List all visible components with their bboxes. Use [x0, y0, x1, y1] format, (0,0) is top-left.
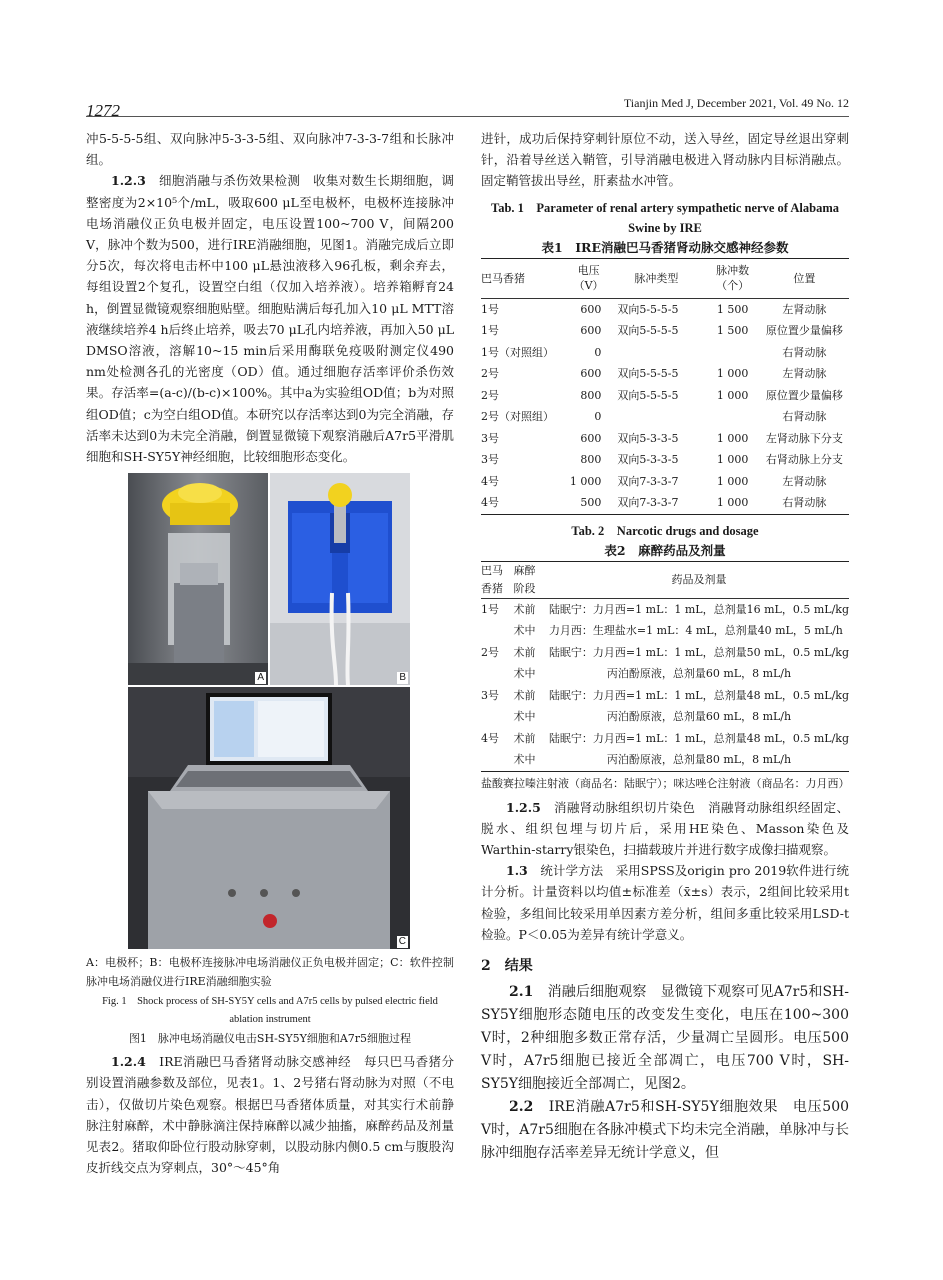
table-cell: 800 — [580, 453, 602, 467]
section-2-heading: 2 结果 — [481, 958, 533, 975]
journal-info: Tianjin Med J, December 2021, Vol. 49 No. 12 — [623, 96, 849, 110]
table-cell: 陆眠宁：力月西=1 mL：1 mL，总剂量48 mL，0.5 mL/kg — [548, 731, 849, 745]
table-cell: 1 500 — [716, 324, 749, 338]
table-cell: 1号 — [481, 602, 499, 616]
section-title: IRE消融巴马香猪肾动脉交感神经 — [159, 1054, 352, 1070]
table-cell: 左肾动脉 — [782, 474, 827, 488]
table-cell: 陆眠宁：力月西=1 mL：1 mL，总剂量48 mL，0.5 mL/kg — [548, 688, 849, 702]
table-cell: 1号（对照组） — [481, 345, 554, 359]
table-cell: 800 — [580, 388, 602, 402]
table-cell: 右肾动脉 — [782, 496, 827, 510]
col-header-position: 位置 — [760, 258, 849, 298]
table-cell: 2号 — [481, 645, 499, 659]
table-cell: 4号 — [481, 496, 499, 510]
figure-caption-cn: 图1 脉冲电场消融仪电击SH-SY5Y细胞和A7r5细胞过程 — [128, 1032, 412, 1046]
panel-label-c: C — [398, 936, 406, 948]
table-cell: 1 000 — [716, 496, 749, 510]
table-row — [481, 728, 849, 750]
table-1-title-cn: 表1 IRE消融巴马香猪肾动脉交感神经参数 — [541, 239, 789, 255]
table-cell: 2号（对照组） — [481, 410, 554, 424]
table-cell: 丙泊酚原液，总剂量60 mL，8 mL/h — [606, 710, 792, 724]
table-cell: 2号 — [481, 388, 499, 402]
table-cell: 原位置少量偏移 — [765, 388, 843, 402]
table-row — [481, 406, 849, 428]
table-cell: 4号 — [481, 474, 499, 488]
table-cell: 术前 — [513, 688, 536, 702]
electrode-holder-illustration — [270, 473, 410, 685]
section-title: 消融肾动脉组织切片染色 — [553, 799, 696, 815]
table-cell: 1号 — [481, 302, 499, 316]
table-row — [481, 620, 849, 642]
table-2-title-cn: 表2 麻醉药品及剂量 — [604, 542, 726, 558]
table-cell — [607, 406, 705, 428]
table-cell: 术中 — [513, 710, 536, 724]
paragraph-continuation: 进针，成功后保持穿刺针原位不动，送入导丝，固定导丝退出穿刺针，沿着导丝送入鞘管，引导消融电极进入肾动脉内目标消融点。固定鞘管拔出导丝，肝素盐水冲管。 — [481, 131, 849, 189]
col-header-stage: 麻醉 阶段 — [513, 561, 548, 598]
table-cell: 术中 — [513, 667, 536, 681]
ablation-instrument-illustration — [128, 687, 410, 949]
section-body: 电压500 V时，A7r5细胞在各脉冲模式下均未完全消融，单脉冲与长脉冲细胞存活率差异无统计学意义，但 — [481, 1099, 850, 1162]
table-row — [481, 320, 849, 342]
table-2 — [481, 561, 849, 772]
col-header-pulse-type: 脉冲类型 — [607, 258, 705, 298]
table-cell: 1 000 — [716, 388, 749, 402]
table-cell — [481, 620, 513, 642]
table-cell: 双向5-3-3-5 — [617, 431, 679, 445]
photo-electrode-cup — [128, 473, 268, 685]
table-cell: 陆眠宁：力月西=1 mL：1 mL，总剂量50 mL，0.5 mL/kg — [548, 645, 849, 659]
table-cell: 4号 — [481, 731, 499, 745]
table-cell: 1 000 — [716, 474, 749, 488]
table-cell — [705, 406, 759, 428]
section-title: 统计学方法 — [540, 863, 604, 879]
table-2-title-en: Tab. 2 Narcotic drugs and dosage — [571, 523, 759, 538]
electrode-cup-illustration — [128, 473, 268, 685]
table-row — [481, 428, 849, 450]
panel-label-a: A — [257, 672, 264, 684]
panel-label-b: B — [399, 672, 406, 684]
table-row — [481, 363, 849, 385]
section-number: 1.2.4 — [111, 1054, 146, 1070]
table-cell: 0 — [594, 345, 602, 359]
table-cell: 2号 — [481, 367, 499, 381]
col-header-pulse-count: 脉冲数 （个） — [705, 258, 759, 298]
col-header-pig: 巴马香猪 — [481, 258, 570, 298]
table-row — [481, 492, 849, 514]
table-cell: 术前 — [513, 602, 536, 616]
table-cell: 1 000 — [716, 431, 749, 445]
table-cell: 500 — [580, 496, 602, 510]
table-row — [481, 598, 849, 620]
table-1 — [481, 258, 849, 515]
figure-note: A：电极杯；B：电极杯连接脉冲电场消融仪正负电极并固定；C：软件控制脉冲电场消融仪进行IRE消融细胞实验 — [86, 956, 454, 989]
table-row — [481, 749, 849, 771]
table-cell: 1 000 — [716, 367, 749, 381]
table-header-row — [481, 258, 849, 298]
section-body: 显微镜下观察可见A7r5和SH-SY5Y细胞形态随电压的改变发生变化，电压在100~300 V时，2种细胞多数正常存活，少量凋亡呈圆形。电压500 V时，A7r5细胞已接近全部凋亡，电压700 V时，SH-SY5Y细胞接近全部凋亡，见图2。 — [481, 984, 849, 1093]
table-cell: 左肾动脉 — [782, 302, 827, 316]
table-row — [481, 449, 849, 471]
table-cell: 右肾动脉上分支 — [765, 453, 843, 467]
photo-electrode-holder — [270, 473, 410, 685]
table-cell: 1 500 — [716, 302, 749, 316]
table-cell: 双向5-5-5-5 — [617, 302, 679, 316]
table-row — [481, 471, 849, 493]
table-row — [481, 342, 849, 364]
paragraph-continuation: 冲5-5-5-5组、双向脉冲5-3-3-5组、双向脉冲7-3-3-7组和长脉冲组。 — [86, 131, 454, 168]
table-cell — [481, 749, 513, 771]
section-body: 收集对数生长期细胞，调整密度为2×10⁵个/mL，吸取600 μL至电极杯，电极杯连接脉冲电场消融仪正负电极并固定，电压设置100~700 V，间隔200 V，脉冲个数为500，进行IRE消融细胞，见图1。消融完成后立即分5次，每次将电击杯中100 μL悬浊液移入96孔板，剩余弃去，每组设置2个复孔，设置空白组（仅加入培养液）。培养箱孵育24 h，倒置显微镜观察细胞贴壁。细胞贴满后每孔加入10 μL MTT溶液继续培养4 h后终止培养，吸去70 μL孔内培养液，再加入50 μL DMSO溶液，溶解10~15 min后采用酶联免疫吸附测定仪490 nm处检测各孔的光密度（OD）值。通过细胞存活率评价杀伤效果。存活率=(a-c)/(b-c)×100%。其中a为实验组OD值；b为对照组OD值；c为空白组OD值。本研究以存活率达到0为完全消融，存活率未达到0为未完全消融，倒置显微镜下观察消融后A7r5平滑肌细胞和SH-SY5Y神经细胞，比较细胞形态变化。 — [86, 173, 454, 465]
section-number: 2.1 — [509, 984, 534, 1001]
table-cell: 3号 — [481, 688, 499, 702]
table-row — [481, 685, 849, 707]
figure-1 — [128, 473, 410, 949]
table-cell — [481, 706, 513, 728]
section-number: 2.2 — [509, 1099, 534, 1116]
header-rule — [86, 116, 849, 117]
table-cell: 600 — [580, 324, 602, 338]
table-2-note: 盐酸赛拉嗪注射液（商品名：陆眠宁）；咪达唑仑注射液（商品名：力月西） — [481, 776, 850, 790]
table-cell — [705, 342, 759, 364]
section-body: 消融肾动脉组织经固定、脱水、组织包埋与切片后，采用HE染色、Masson染色及Warthin-starry银染色，扫描载玻片并进行数字成像扫描观察。 — [481, 799, 849, 858]
table-cell — [481, 663, 513, 685]
table-cell: 3号 — [481, 431, 499, 445]
section-number: 1.3 — [506, 863, 528, 879]
table-cell: 600 — [580, 367, 602, 381]
section-2-2 — [481, 1096, 849, 1165]
table-cell: 3号 — [481, 453, 499, 467]
table-row — [481, 298, 849, 320]
table-header-row — [481, 561, 849, 598]
table-1-title-en: Tab. 1 Parameter of renal artery sympathetic nerve of Alabama Swine by IRE — [491, 200, 839, 235]
table-cell: 双向7-3-3-7 — [617, 474, 679, 488]
page-number: 1272 — [86, 101, 120, 120]
table-cell: 陆眠宁：力月西=1 mL：1 mL，总剂量16 mL，0.5 mL/kg — [548, 602, 849, 616]
right-column — [481, 128, 849, 1165]
section-2-1 — [481, 981, 849, 1096]
section-1-2-5 — [481, 797, 849, 861]
left-column — [86, 128, 454, 1178]
table-row — [481, 706, 849, 728]
col-header-drug: 药品及剂量 — [549, 561, 849, 598]
table-cell: 双向5-3-3-5 — [617, 453, 679, 467]
table-cell — [607, 342, 705, 364]
table-cell: 600 — [580, 302, 602, 316]
table-row — [481, 385, 849, 407]
section-1-3 — [481, 860, 849, 945]
table-row — [481, 642, 849, 664]
table-cell: 右肾动脉 — [782, 410, 827, 424]
section-number: 1.2.5 — [506, 799, 541, 815]
section-title: IRE消融A7r5和SH-SY5Y细胞效果 — [548, 1099, 779, 1116]
table-cell: 左肾动脉 — [782, 367, 827, 381]
section-title: 消融后细胞观察 — [547, 984, 647, 1001]
table-cell: 力月西：生理盐水=1 mL：4 mL，总剂量40 mL，5 mL/h — [548, 624, 843, 638]
col-header-pig: 巴马 香猪 — [481, 561, 513, 598]
section-1-2-3 — [86, 170, 454, 467]
figure-caption-en: Fig. 1 Shock process of SH-SY5Y cells and A7r5 cells by pulsed electric field ablation instrument — [102, 996, 438, 1026]
table-row — [481, 663, 849, 685]
table-cell: 术中 — [513, 753, 536, 767]
table-cell: 1 000 — [716, 453, 749, 467]
table-cell: 1号 — [481, 324, 499, 338]
table-cell: 双向5-5-5-5 — [617, 367, 679, 381]
table-cell: 丙泊酚原液，总剂量60 mL，8 mL/h — [606, 667, 792, 681]
table-cell: 术中 — [513, 624, 536, 638]
table-cell: 双向7-3-3-7 — [617, 496, 679, 510]
section-body: 每只巴马香猪分别设置消融参数及部位，见表1。1、2号猪右肾动脉为对照（不电击），仅做切片染色观察。根据巴马香猪体质量，对其实行术前静脉注射麻醉，术中静脉滴注保持麻醉以减少抽搐，麻醉药品及剂量见表2。猪取仰卧位行股动脉穿刺，以股动脉内侧0.5 cm与腹股沟皮折线交点为穿刺点，30°～45°角 — [86, 1054, 454, 1176]
photo-ablation-instrument — [128, 687, 410, 949]
col-header-voltage: 电压 （V） — [570, 258, 608, 298]
table-cell: 双向5-5-5-5 — [617, 324, 679, 338]
table-cell: 左肾动脉下分支 — [765, 431, 843, 445]
table-cell: 0 — [594, 410, 602, 424]
section-1-2-4 — [86, 1051, 454, 1178]
table-cell: 右肾动脉 — [782, 345, 827, 359]
table-cell: 丙泊酚原液，总剂量80 mL，8 mL/h — [606, 753, 792, 767]
table-cell: 1 000 — [569, 474, 602, 488]
table-cell: 术前 — [513, 645, 536, 659]
table-cell: 600 — [580, 431, 602, 445]
section-body: 采用SPSS及origin pro 2019软件进行统计分析。计量资料以均值±标准差（x̄±s）表示，2组间比较采用t检验，多组间比较采用单因素方差分析，组间多重比较采用LSD-t检验。P＜0.05为差异有统计学意义。 — [481, 863, 849, 942]
table-cell: 术前 — [513, 731, 536, 745]
section-number: 1.2.3 — [111, 173, 146, 189]
section-title: 细胞消融与杀伤效果检测 — [158, 173, 301, 189]
table-cell: 原位置少量偏移 — [765, 324, 843, 338]
table-cell: 双向5-5-5-5 — [617, 388, 679, 402]
